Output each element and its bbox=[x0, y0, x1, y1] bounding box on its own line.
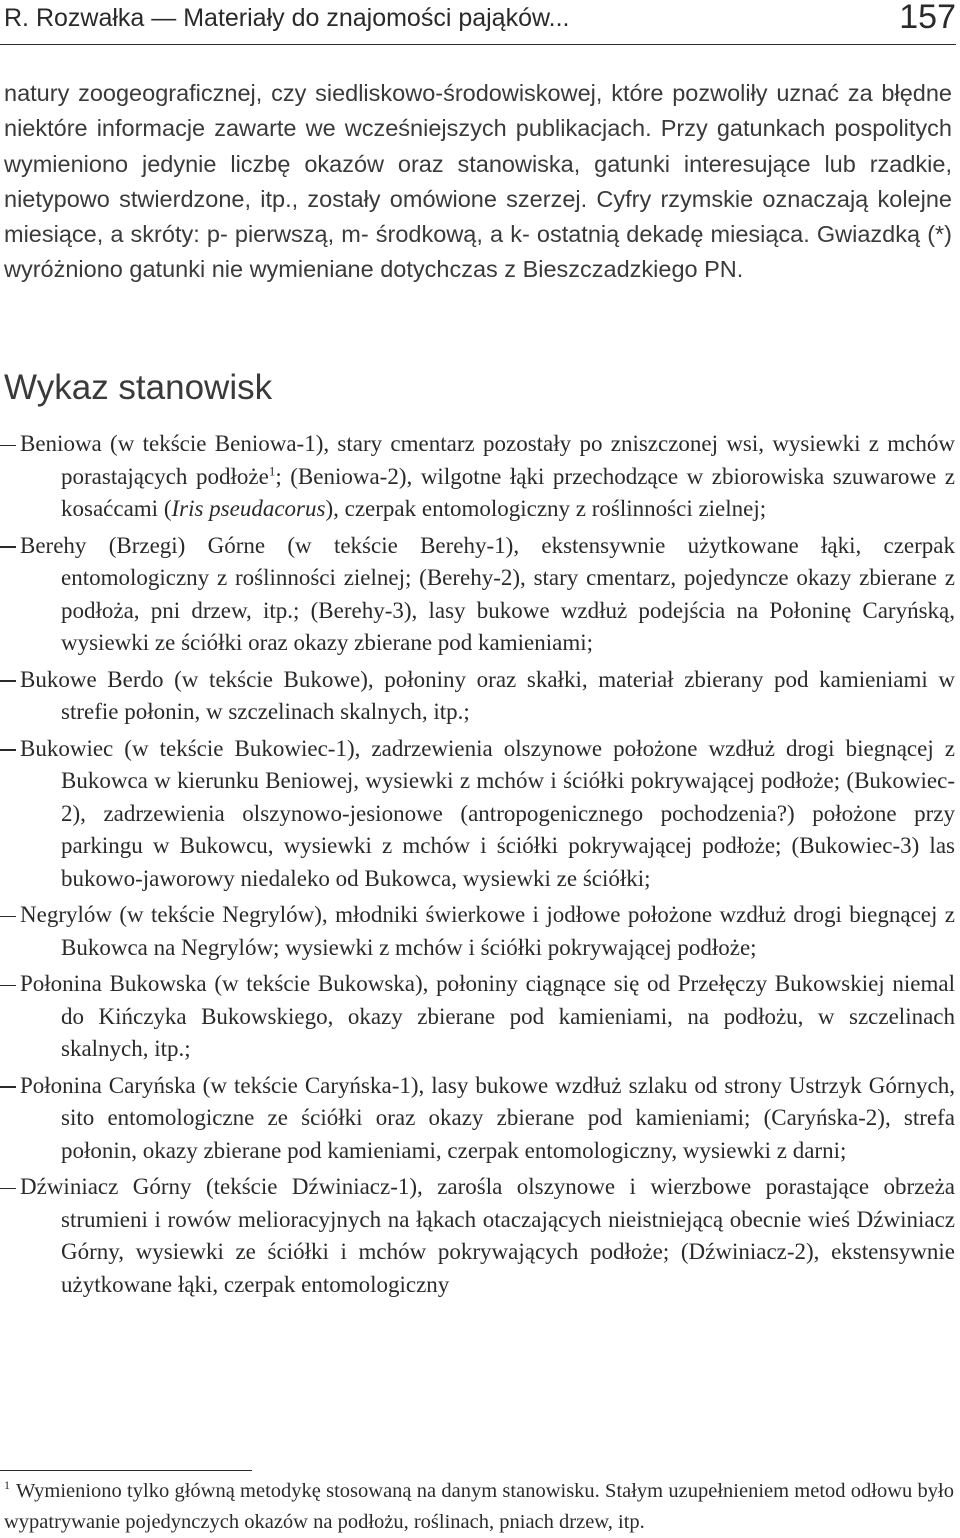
site-item-negrylow bbox=[0, 899, 955, 964]
footnote-marker: 1 bbox=[4, 1478, 10, 1493]
footnote-reference: 1 bbox=[268, 462, 276, 478]
site-text: Negrylów (w tekście Negrylów), młodniki świerkowe i jodłowe położone wzdłuż drogi biegnącej z Bukowca na Negrylów; wysiewki z mchów i ściółki pokrywającej podłoże; bbox=[20, 902, 955, 960]
site-item-berehy bbox=[0, 530, 955, 660]
dash-bullet bbox=[0, 1188, 16, 1190]
site-item-polonina-carynska bbox=[0, 1070, 955, 1168]
site-text: Bukowiec (w tekście Bukowiec-1), zadrzewienia olszynowe położone wzdłuż drogi biegnącej z Bukowca w kierunku Beniowej, wysiewki z mchów i ściółki pokrywającej podłoże; (Bukowiec-2), zadrzewienia olszynowo-jesionowe (antropogenicznego pochodzenia?) położone przy parkingu w Bukowcu, wysiewki z mchów i ściółki pokrywającej podłoże; (Bukowiec-3) las bukowo-jaworowy niedaleko od Bukowca, wysiewki ze ściółki; bbox=[20, 735, 955, 891]
site-text: ; (Beniowa-2), wilgotne łąki przechodzące w zbiorowiska szuwarowe z kosaćcami ( bbox=[61, 463, 955, 521]
site-text: Bukowe Berdo (w tekście Bukowe), połoniny oraz skałki, materiał zbierany pod kamieniami w strefie połonin, w szczelinach skalnych, itp.; bbox=[20, 666, 955, 724]
site-item-dzwiniacz bbox=[0, 1171, 955, 1301]
site-item-bukowe-berdo bbox=[0, 664, 955, 729]
running-title: R. Rozwałka — Materiały do znajomości pająków... bbox=[4, 4, 570, 32]
footnote-rule bbox=[0, 1470, 252, 1471]
footnote-text: Wymieniono tylko główną metodykę stosowaną na danym stanowisku. Stałym uzupełnieniem metod odłowu było wypatrywanie pojedynczych okazów na podłożu, roślinach, pniach drzew, itp. bbox=[4, 1480, 954, 1533]
section-heading: Wykaz stanowisk bbox=[4, 368, 273, 407]
site-text: Dźwiniacz Górny (tekście Dźwiniacz-1), zarośla olszynowe i wierzbowe porastające obrzeża strumieni i rowów melioracyjnych na łąkach otaczających nieistniejącą obecnie wieś Dźwiniacz Górny, wysiewki ze ściółki i mchów pokrywających podłoże; (Dźwiniacz-2), ekstensywnie użytkowane łąki, czerpak entomologiczny bbox=[20, 1174, 955, 1297]
dash-bullet bbox=[0, 985, 16, 987]
site-text: Berehy (Brzegi) Górne (w tekście Berehy-1), ekstensywnie użytkowane łąki, czerpak entomologiczny z roślinności zielnej; (Berehy-2), stary cmentarz, pojedyncze okazy zbierane z podłoża, pni drzew, itp.; (Berehy-3), lasy bukowe wzdłuż podejścia na Połoninę Caryńską, wysiewki ze ściółki oraz okazy zbierane pod kamieniami; bbox=[20, 532, 955, 655]
site-text: ), czerpak entomologiczny z roślinności zielnej; bbox=[325, 496, 767, 521]
dash-bullet bbox=[0, 546, 16, 548]
site-item-beniowa bbox=[0, 428, 955, 526]
site-list bbox=[0, 428, 955, 1305]
intro-paragraph: natury zoogeograficznej, czy siedliskowo-środowiskowej, które pozwoliły uznać za błędne niektóre informacje zawarte we wcześniejszych publikacjach. Przy gatunkach pospolitych wymieniono jedynie liczbę okazów oraz stanowiska, gatunki interesujące lub rzadkie, nietypowo stwierdzone, itp., zostały omówione szerzej. Cyfry rzymskie oznaczają kolejne miesiące, a skróty: p- pierwszą, m- środkową, a k- ostatnią dekadę miesiąca. Gwiazdką (*) wyróżniono gatunki nie wymieniane dotychczas z Bieszczadzkiego PN. bbox=[4, 80, 952, 283]
site-text: Beniowa (w tekście Beniowa-1), stary cmentarz pozostały po zniszczonej wsi, wysiewki z mchów porastających podłoże bbox=[20, 431, 955, 489]
dash-bullet bbox=[0, 445, 16, 447]
running-header bbox=[0, 0, 956, 45]
dash-bullet bbox=[0, 1086, 16, 1088]
dash-bullet bbox=[0, 680, 16, 682]
site-text: Połonina Bukowska (w tekście Bukowska), połoniny ciągnące się od Przełęczy Bukowskiej niemal do Kińczyka Bukowskiego, okazy zbierane pod kamieniami, na podłożu, w szczelinach skalnych, itp.; bbox=[20, 971, 955, 1061]
site-text: Połonina Caryńska (w tekście Caryńska-1), lasy bukowe wzdłuż szlaku od strony Ustrzyk Górnych, sito entomologiczne ze ściółki oraz okazy zbierane pod kamieniami; (Caryńska-2), strefa połonin, okazy zbierane pod kamieniami, czerpak entomologiczny, wysiewki z darni; bbox=[20, 1072, 955, 1163]
dash-bullet bbox=[0, 749, 16, 751]
site-item-polonina-bukowska bbox=[0, 968, 955, 1066]
site-item-bukowiec bbox=[0, 733, 955, 896]
dash-bullet bbox=[0, 916, 16, 918]
page-number: 157 bbox=[899, 0, 956, 36]
species-name: Iris pseudacorus bbox=[171, 496, 326, 521]
footnote bbox=[4, 1476, 954, 1538]
